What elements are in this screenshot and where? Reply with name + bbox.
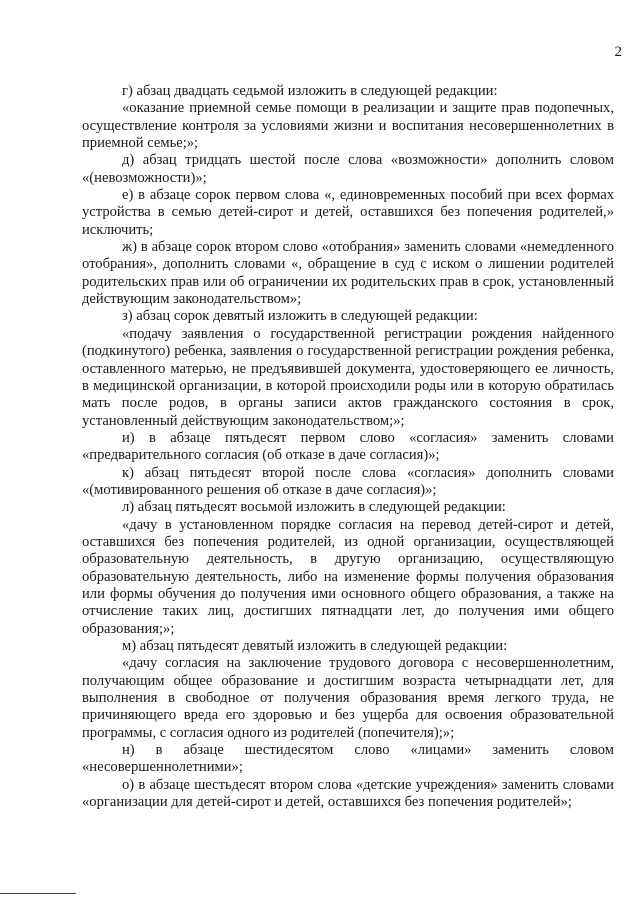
paragraph: «дачу в установленном порядке согласия на перевод детей-сирот и детей, оставшихся без попечения родителей, из одной организации, осуществляющей образовательную деятельность, в другую организацию, осуществляющую образовательную деятельность, либо на изменение формы получения образования или формы обучения до получения ими основного общего образования, а также на отчисление таких лиц, достигших пятнадцати лет, до получения ими общего образования;»; bbox=[82, 516, 614, 637]
paragraph: к) абзац пятьдесят второй после слова «согласия» дополнить словами «(мотивированного решения об отказе в даче согласия)»; bbox=[82, 464, 614, 498]
paragraph: «подачу заявления о государственной регистрации рождения найденного (подкинутого) ребенка, заявления о государственной регистрации рождения ребенка, оставленного матерью, не предъявившей документа, удостоверяющего ее личность, в медицинской организации, в которой происходили роды или в которую обратилась мать после родов, в органы записи актов гражданского состояния в срок, установленный действующим законодательством;»; bbox=[82, 325, 614, 429]
paragraph: л) абзац пятьдесят восьмой изложить в следующей редакции: bbox=[122, 499, 506, 516]
paragraph: г) абзац двадцать седьмой изложить в следующей редакции: bbox=[122, 83, 498, 99]
document-body bbox=[82, 83, 614, 811]
page-number: 2 bbox=[614, 44, 622, 60]
paragraph: о) в абзаце шестьдесят втором слова «детские учреждения» заменить словами «организации для детей-сирот и детей, оставшихся без попечения родителей»; bbox=[82, 776, 614, 811]
paragraph: ж) в абзаце сорок втором слово «отобрания» заменить словами «немедленного отобрания», дополнить словами «, обращение в суд с иском о лишении родителей родительских прав или об ограничении их родительских прав в срок, установленный действующим законодательством»; bbox=[82, 239, 614, 308]
footer-divider bbox=[0, 893, 76, 894]
paragraph: з) абзац сорок девятый изложить в следующей редакции: bbox=[122, 308, 478, 325]
paragraph: и) в абзаце пятьдесят первом слово «согласия» заменить словами «предварительного согласия (об отказе в даче согласия)»; bbox=[82, 429, 614, 464]
paragraph: е) в абзаце сорок первом слова «, единовременных пособий при всех формах устройства в семью детей-сирот и детей, оставшихся без попечения родителей,» исключить; bbox=[82, 187, 614, 238]
paragraph: д) абзац тридцать шестой после слова «возможности» дополнить словом «(невозможности)»; bbox=[82, 152, 614, 186]
paragraph: «оказание приемной семье помощи в реализации и защите прав подопечных, осуществление контроля за условиями жизни и воспитания несовершеннолетних в приемной семье;»; bbox=[82, 100, 614, 152]
paragraph: м) абзац пятьдесят девятый изложить в следующей редакции: bbox=[122, 638, 508, 654]
paragraph: «дачу согласия на заключение трудового договора с несовершеннолетним, получающим общее образование и достигшим возраста четырнадцати лет, для выполнения в свободное от получения образования время легкого труда, не причиняющего вреда его здоровью и без ущерба для освоения образовательной программы, с согласия одного из родителей (попечителя);»; bbox=[82, 655, 614, 741]
paragraph: н) в абзаце шестидесятом слово «лицами» заменить словом «несовершеннолетними»; bbox=[82, 742, 614, 776]
